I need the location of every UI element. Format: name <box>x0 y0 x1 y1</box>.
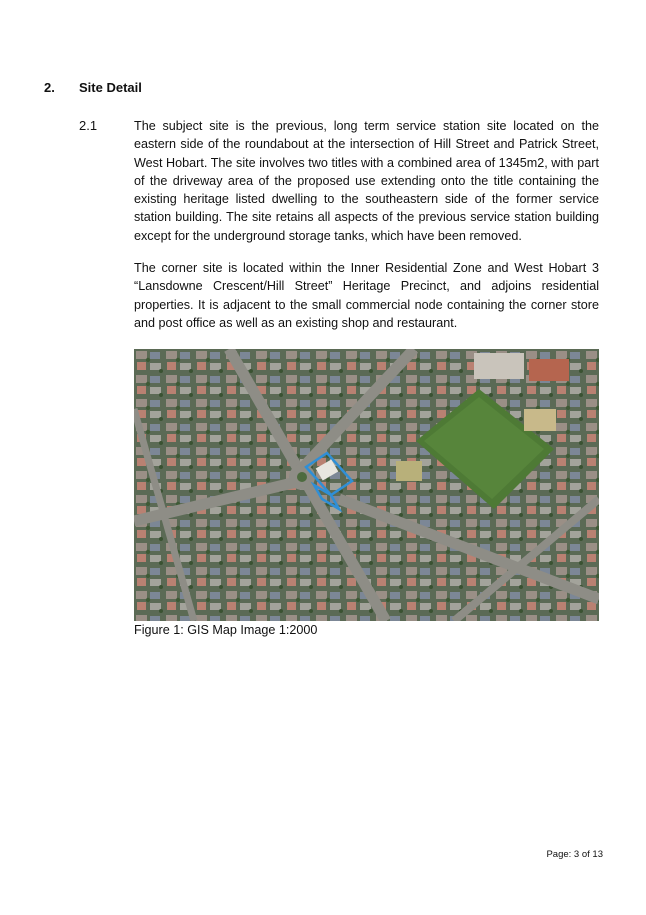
page-number: Page: 3 of 13 <box>546 849 603 860</box>
aerial-map-graphic <box>134 349 599 621</box>
section-title: Site Detail <box>79 80 142 95</box>
section-heading <box>44 80 142 95</box>
section-number: 2. <box>44 80 55 95</box>
figure-caption: Figure 1: GIS Map Image 1:2000 <box>134 623 318 637</box>
gis-aerial-map <box>134 349 599 621</box>
paragraph-site-description: The subject site is the previous, long term service station site located on the eastern side of the roundabout at the intersection of Hill Street and Patrick Street, West Hobart. The site involves two titles with a combined area of 1345m2, with part of the driveway area of the proposed use extending onto the title containing the existing heritage listed dwelling to the southeastern side of the former service station building. The site retains all aspects of the previous service station building except for the underground storage tanks, which have been removed. <box>134 119 599 243</box>
paragraph-zoning: The corner site is located within the Inner Residential Zone and West Hobart 3 “Lansdowne Crescent/Hill Street” Heritage Precinct, and adjoins residential properties. It is adjacent to the small commercial node containing the corner store and post office as well as an existing shop and restaurant. <box>134 261 599 330</box>
paragraph-number: 2.1 <box>79 118 98 133</box>
